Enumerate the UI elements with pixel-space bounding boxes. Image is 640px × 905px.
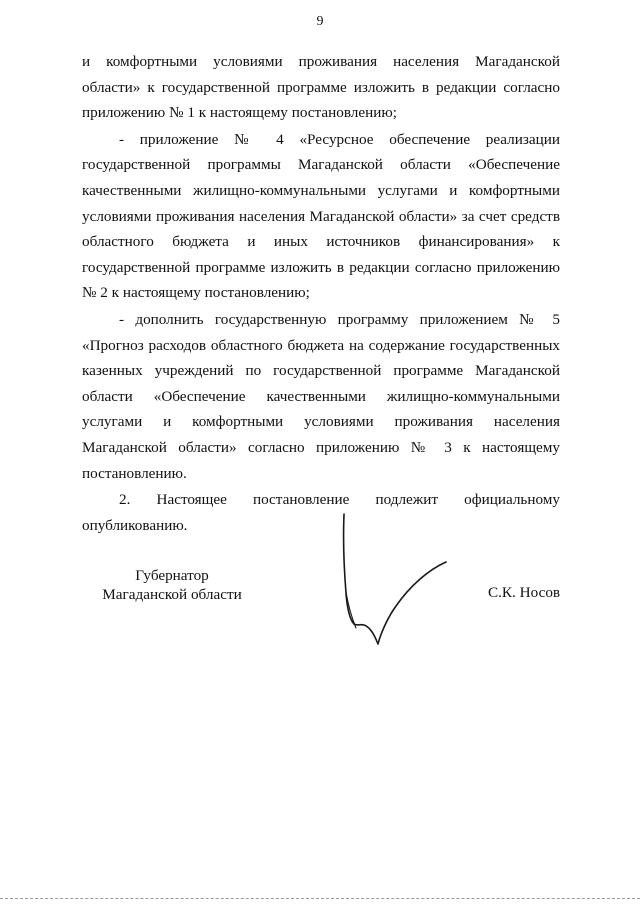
signatory-title	[100, 566, 244, 604]
paragraph-appendix-4: - приложение № 4 «Ресурсное обеспечение реализации государственной программы Магаданской области «Обеспечение качественными жилищно-коммунальными услугами и комфортными условиями проживания населения Магаданской области» за счет средств областного бюджета и иных источников финансирования» к государственной программе изложить в редакции согласно приложению № 2 к настоящему постановлению;	[82, 130, 560, 302]
page-number: 9	[316, 14, 324, 29]
signatory-name: С.К. Носов	[488, 584, 561, 601]
signatory-title-line2: Магаданской области	[102, 586, 242, 603]
document-body	[82, 49, 560, 538]
signatory-title-line1: Губернатор	[135, 567, 209, 584]
paragraph-continuation: и комфортными условиями проживания населения Магаданской области» к государственной программе изложить в редакции согласно приложению № 1 к настоящему постановлению;	[82, 53, 560, 122]
handwritten-signature	[334, 508, 454, 656]
paragraph-appendix-5: - дополнить государственную программу приложением № 5 «Прогноз расходов областного бюджета на содержание государственных казенных учреждений по государственной программе Магаданской области «Обеспечение качественными жилищно-коммунальными услугами и комфортными условиями проживания населения Магаданской области» согласно приложению № 3 к настоящему постановлению.	[82, 310, 560, 482]
page-bottom-edge	[0, 898, 640, 899]
paragraph-publication: 2. Настоящее постановление подлежит официальному опубликованию.	[82, 491, 560, 534]
